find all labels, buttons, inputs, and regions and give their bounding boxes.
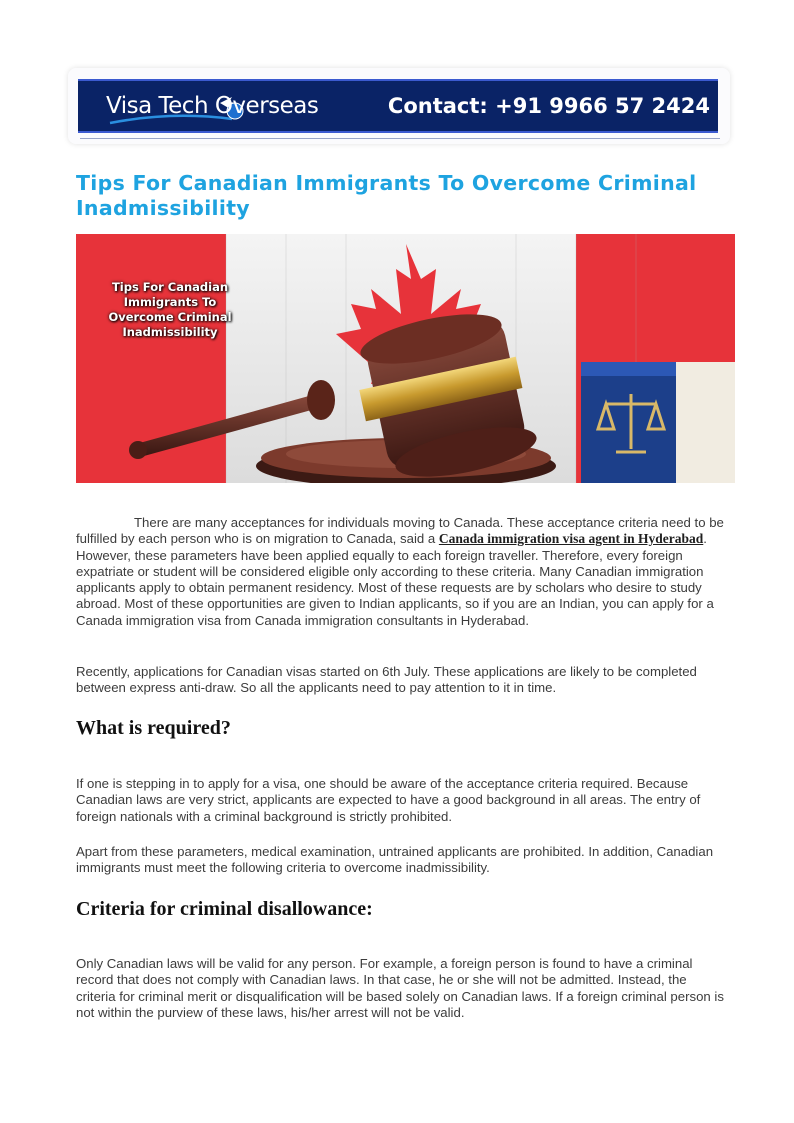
gavel-flag-illustration xyxy=(76,234,735,483)
paragraph-intro xyxy=(76,515,726,629)
paragraph-parameters: Apart from these parameters, medical examination, untrained applicants are prohibited. In addition, Canadian immigrants must meet the following criteria to overcome inadmissibility. xyxy=(76,844,714,876)
paragraph-intro-end: . However, these parameters have been applied equally to each foreign traveller. Therefore, every foreign expatriate or student will be considered eligible only according to these criteria. Many Canadian immigration applicants apply to obtain permanent residency. Most of these requests are by scholars who desire to study abroad. Most of these opportunities are given to Indian applicants, so if you are an Indian, you can apply for a Canada immigration visa from Canada immigration consultants in Hyderabad. xyxy=(76,531,714,628)
paragraph-criteria: Only Canadian laws will be valid for any person. For example, a foreign person is found to have a criminal record that does not comply with Canadian laws. In that case, he or she will not be admitted. Instead, the criteria for criminal merit or disqualification will be based solely on Canadian laws. If a foreign criminal person is not within the purview of these laws, his/her arrest will not be valid. xyxy=(76,956,724,1020)
banner-divider xyxy=(80,138,720,139)
article-title: Tips For Canadian Immigrants To Overcome Criminal Inadmissibility xyxy=(76,171,697,220)
logo-text: Visa Tech Overseas xyxy=(106,93,319,119)
header-banner xyxy=(78,79,718,133)
paragraph-requirements: If one is stepping in to apply for a visa, one should be aware of the acceptance criteria required. Because Canadian laws are very strict, applicants are expected to have a good background in all areas. The entry of foreign nationals with a criminal background is strictly prohibited. xyxy=(76,776,701,824)
company-logo[interactable] xyxy=(102,89,322,127)
hero-caption: Tips For Canadian Immigrants To Overcome Criminal Inadmissibility xyxy=(108,280,232,339)
visa-agent-link[interactable]: Canada immigration visa agent in Hyderabad xyxy=(438,531,704,547)
contact-phone[interactable]: Contact: +91 9966 57 2424 xyxy=(387,94,710,118)
heading-criteria: Criteria for criminal disallowance: xyxy=(76,898,373,920)
paragraph-applications: Recently, applications for Canadian visas started on 6th July. These applications are likely to be completed between express anti-draw. So all the applicants need to pay attention to it in time. xyxy=(76,664,697,696)
heading-what-is-required: What is required? xyxy=(76,717,231,739)
paragraph-intro-start: There are many acceptances for individuals moving to Canada. These acceptance criteria need to be fulfilled by each person who is on migration to Canada, said a xyxy=(76,515,724,547)
hero-image xyxy=(76,234,735,483)
